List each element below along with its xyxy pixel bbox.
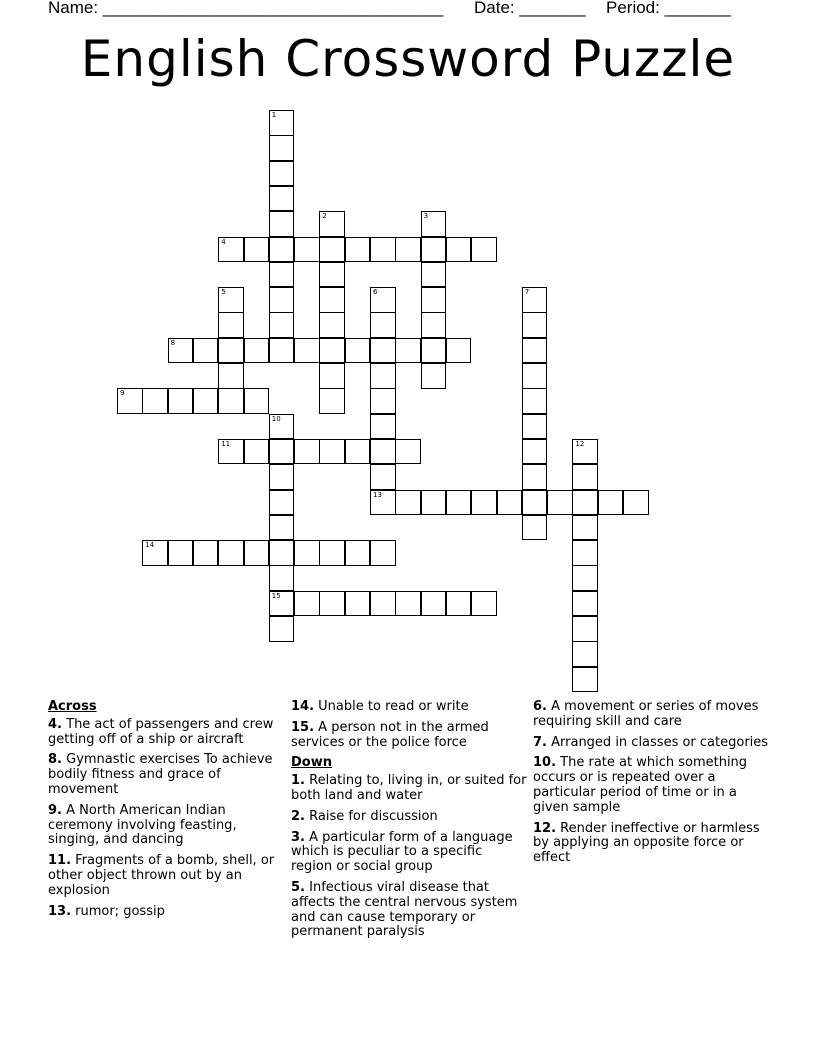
clue-text: Raise for discussion	[309, 808, 438, 824]
clue-number: 6.	[533, 699, 547, 714]
grid-cell[interactable]	[117, 388, 143, 414]
grid-cell[interactable]	[471, 591, 497, 617]
grid-cell[interactable]	[522, 338, 548, 364]
grid-cell[interactable]	[370, 338, 396, 364]
grid-cell[interactable]	[168, 388, 194, 414]
grid-cell[interactable]	[269, 211, 295, 237]
grid-cell[interactable]	[522, 464, 548, 490]
grid-cell[interactable]	[345, 338, 371, 364]
grid-cell[interactable]	[547, 490, 573, 516]
grid-cell[interactable]	[446, 591, 472, 617]
grid-cell[interactable]	[598, 490, 624, 516]
grid-cell[interactable]	[319, 388, 345, 414]
grid-cell[interactable]	[269, 591, 295, 617]
grid-cell[interactable]	[370, 363, 396, 389]
cell-number: 13	[373, 490, 382, 499]
grid-cell[interactable]	[269, 439, 295, 465]
grid-cell[interactable]	[395, 490, 421, 516]
grid-cell[interactable]	[294, 237, 320, 263]
clue-number: 12.	[533, 820, 557, 836]
clue-number: 10.	[533, 755, 557, 771]
clue-across-15	[291, 721, 527, 751]
clue-text: The rate at which something occurs or is repeated over a particular period of time or in a given sample	[533, 755, 748, 815]
grid-cell[interactable]	[319, 262, 345, 288]
grid-cell[interactable]	[218, 540, 244, 566]
grid-cell[interactable]	[269, 338, 295, 364]
grid-cell[interactable]	[370, 464, 396, 490]
cell-number: 14	[145, 541, 155, 550]
grid-cell[interactable]	[269, 565, 295, 591]
clue-down-6	[533, 700, 773, 730]
grid-cell[interactable]	[319, 211, 345, 237]
grid-cell[interactable]	[269, 464, 295, 490]
grid-cell[interactable]	[319, 540, 345, 566]
clue-text: A particular form of a language which is peculiar to a specific region or social group	[291, 829, 513, 875]
grid-cell[interactable]	[370, 591, 396, 617]
grid-cell[interactable]	[168, 338, 194, 364]
grid-cell[interactable]	[421, 591, 447, 617]
grid-cell[interactable]	[421, 363, 447, 389]
cell-number: 15	[271, 591, 281, 600]
clue-text: Infectious viral disease that affects the central nervous system and can cause temporary or permanent paralysis	[291, 879, 518, 940]
clue-down-3	[291, 831, 527, 875]
clue-text: Render ineffective or harmless by applying an opposite force or effect	[533, 820, 760, 866]
grid-cell[interactable]	[244, 388, 270, 414]
grid-cell[interactable]	[294, 540, 320, 566]
grid-cell[interactable]	[218, 237, 244, 263]
grid-cell[interactable]	[395, 338, 421, 364]
grid-cell[interactable]	[193, 338, 219, 364]
grid-cell[interactable]	[370, 312, 396, 338]
clue-number: 1.	[291, 773, 305, 789]
grid-cell[interactable]	[421, 237, 447, 263]
grid-cell[interactable]	[522, 363, 548, 389]
grid-cell[interactable]	[218, 338, 244, 364]
grid-cell[interactable]	[395, 439, 421, 465]
clue-across-4	[48, 718, 284, 748]
grid-cell[interactable]	[572, 540, 598, 566]
grid-cell[interactable]	[522, 515, 548, 541]
grid-cell[interactable]	[572, 616, 598, 642]
clue-text: rumor; gossip	[75, 903, 165, 919]
grid-cell[interactable]	[623, 490, 649, 516]
grid-cell[interactable]	[522, 388, 548, 414]
grid-cell[interactable]	[446, 490, 472, 516]
clue-number: 9.	[48, 802, 62, 818]
clue-text: Unable to read or write	[318, 699, 469, 714]
grid-cell[interactable]	[269, 312, 295, 338]
clue-number: 11.	[48, 853, 72, 869]
grid-cell[interactable]	[319, 338, 345, 364]
cell-number: 10	[271, 414, 281, 423]
clues-column-2	[291, 700, 527, 946]
clue-down-1	[291, 774, 527, 804]
grid-cell[interactable]	[294, 338, 320, 364]
cell-number: 9	[120, 389, 125, 398]
grid-cell[interactable]	[572, 565, 598, 591]
grid-cell[interactable]	[218, 312, 244, 338]
grid-cell[interactable]	[269, 540, 295, 566]
grid-cell[interactable]	[269, 414, 295, 440]
grid-cell[interactable]	[345, 540, 371, 566]
grid-cell[interactable]	[218, 388, 244, 414]
grid-cell[interactable]	[421, 262, 447, 288]
cell-number: 6	[373, 288, 378, 297]
grid-cell[interactable]	[345, 439, 371, 465]
clue-number: 13.	[48, 903, 72, 919]
grid-cell[interactable]	[244, 439, 270, 465]
page-title: English Crossword Puzzle	[80, 30, 736, 88]
grid-cell[interactable]	[319, 312, 345, 338]
clue-text: The act of passengers and crew getting off of a ship or aircraft	[48, 716, 274, 747]
clue-text: Gymnastic exercises To achieve bodily fitness and grace of movement	[48, 752, 273, 797]
cell-number: 2	[322, 212, 327, 221]
grid-cell[interactable]	[572, 490, 598, 516]
clue-down-2	[291, 810, 527, 825]
grid-cell[interactable]	[244, 237, 270, 263]
clue-across-9	[48, 804, 284, 848]
date-field[interactable]: Date: _______	[474, 0, 586, 17]
grid-cell[interactable]	[522, 312, 548, 338]
grid-cell[interactable]	[319, 439, 345, 465]
clue-text: A movement or series of moves requiring skill and care	[533, 699, 759, 729]
grid-cell[interactable]	[370, 439, 396, 465]
grid-cell[interactable]	[269, 237, 295, 263]
clues-column-1	[48, 700, 284, 925]
grid-cell[interactable]	[269, 616, 295, 642]
grid-cell[interactable]	[471, 490, 497, 516]
grid-cell[interactable]	[218, 439, 244, 465]
grid-cell[interactable]	[395, 237, 421, 263]
grid-cell[interactable]	[522, 414, 548, 440]
clue-across-11	[48, 854, 284, 898]
clue-across-13	[48, 905, 284, 920]
grid-cell[interactable]	[572, 464, 598, 490]
grid-cell[interactable]	[218, 363, 244, 389]
clue-number: 8.	[48, 752, 62, 768]
grid-cell[interactable]	[421, 287, 447, 313]
grid-cell[interactable]	[269, 490, 295, 516]
clue-down-7	[533, 736, 773, 751]
period-field[interactable]: Period: _______	[606, 0, 731, 17]
grid-cell[interactable]	[370, 540, 396, 566]
clue-number: 7.	[533, 734, 547, 750]
clue-text: Relating to, living in, or suited for both land and water	[291, 773, 527, 803]
clue-number: 4.	[48, 716, 62, 732]
grid-cell[interactable]	[193, 540, 219, 566]
grid-cell[interactable]	[446, 338, 472, 364]
grid-cell[interactable]	[522, 287, 548, 313]
grid-cell[interactable]	[572, 641, 598, 667]
grid-cell[interactable]	[522, 439, 548, 465]
grid-cell[interactable]	[269, 515, 295, 541]
grid-cell[interactable]	[522, 490, 548, 516]
clue-text: A North American Indian ceremony involving feasting, singing, and dancing	[48, 802, 237, 848]
grid-cell[interactable]	[269, 135, 295, 161]
grid-cell[interactable]	[244, 540, 270, 566]
grid-cell[interactable]	[142, 540, 168, 566]
grid-cell[interactable]	[269, 186, 295, 212]
grid-cell[interactable]	[471, 237, 497, 263]
cell-number: 11	[221, 439, 231, 448]
grid-cell[interactable]	[370, 388, 396, 414]
clue-number: 5.	[291, 879, 305, 895]
clue-across-8	[48, 753, 284, 797]
clues-column-3	[533, 700, 773, 872]
grid-cell[interactable]	[168, 540, 194, 566]
grid-cell[interactable]	[572, 515, 598, 541]
grid-cell[interactable]	[395, 591, 421, 617]
grid-cell[interactable]	[269, 161, 295, 187]
grid-cell[interactable]	[319, 237, 345, 263]
cell-number: 12	[575, 439, 585, 448]
grid-cell[interactable]	[319, 287, 345, 313]
grid-cell[interactable]	[572, 591, 598, 617]
grid-cell[interactable]	[370, 414, 396, 440]
cell-number: 1	[271, 111, 277, 119]
clue-down-10	[533, 756, 773, 815]
clue-number: 15.	[291, 719, 315, 735]
clue-text: Arranged in classes or categories	[551, 734, 769, 750]
grid-cell[interactable]	[269, 262, 295, 288]
grid-cell[interactable]	[294, 591, 320, 617]
grid-cell[interactable]	[446, 237, 472, 263]
grid-cell[interactable]	[421, 312, 447, 338]
grid-cell[interactable]	[370, 490, 396, 516]
grid-cell[interactable]	[497, 490, 523, 516]
down-heading: Down	[291, 755, 332, 771]
grid-cell[interactable]	[218, 287, 244, 313]
grid-cell[interactable]	[421, 490, 447, 516]
grid-cell[interactable]	[370, 237, 396, 263]
clue-across-14	[291, 700, 527, 715]
grid-cell[interactable]	[244, 338, 270, 364]
clue-down-5	[291, 881, 527, 940]
grid-cell[interactable]	[421, 211, 447, 237]
grid-cell[interactable]	[269, 287, 295, 313]
cell-number: 4	[221, 237, 226, 246]
grid-cell[interactable]	[269, 110, 295, 136]
clue-down-12	[533, 822, 773, 866]
clue-number: 3.	[291, 829, 305, 845]
grid-cell[interactable]	[572, 667, 598, 693]
clue-text: Fragments of a bomb, shell, or other object thrown out by an explosion	[48, 853, 275, 898]
grid-cell[interactable]	[345, 591, 371, 617]
clue-number: 14.	[291, 699, 315, 714]
clue-number: 2.	[291, 808, 305, 824]
cell-number: 7	[524, 288, 530, 297]
cell-number: 3	[423, 212, 429, 221]
grid-cell[interactable]	[294, 439, 320, 465]
grid-cell[interactable]	[370, 287, 396, 313]
across-heading: Across	[48, 699, 97, 714]
cell-number: 8	[170, 338, 176, 347]
grid-cell[interactable]	[572, 439, 598, 465]
grid-cell[interactable]	[142, 388, 168, 414]
grid-cell[interactable]	[345, 237, 371, 263]
grid-cell[interactable]	[319, 591, 345, 617]
cell-number: 5	[221, 288, 226, 297]
name-field[interactable]: Name: ____________________________________	[48, 0, 444, 17]
grid-cell[interactable]	[193, 388, 219, 414]
clue-text: A person not in the armed services or the police force	[291, 719, 489, 750]
grid-cell[interactable]	[319, 363, 345, 389]
grid-cell[interactable]	[421, 338, 447, 364]
